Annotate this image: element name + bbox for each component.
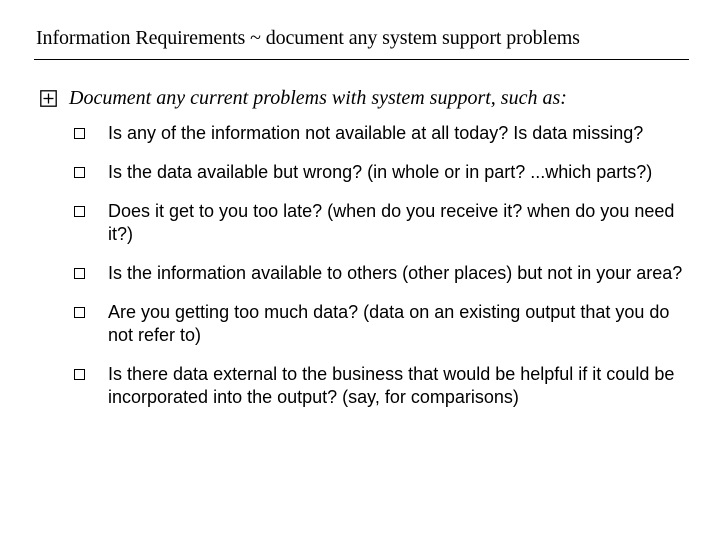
list-item-text: Is the information available to others (other places) but not in your area? [108, 263, 683, 283]
plus-square-icon [40, 90, 57, 107]
list-item [74, 301, 704, 347]
checkbox-square-icon [74, 167, 85, 178]
list-item [74, 262, 704, 285]
list-item-text: Is any of the information not available at all today? Is data missing? [108, 123, 644, 143]
title-divider [34, 59, 689, 60]
checkbox-square-icon [74, 128, 85, 139]
slide-title: Information Requirements ~ document any system support problems [36, 27, 580, 49]
list-item-text: Is the data available but wrong? (in whole or in part? ...which parts?) [108, 162, 653, 182]
bullet-list [74, 122, 704, 425]
lead-text: Document any current problems with system support, such as: [69, 87, 567, 109]
checkbox-square-icon [74, 307, 85, 318]
list-item [74, 200, 704, 246]
checkbox-square-icon [74, 268, 85, 279]
list-item-text: Are you getting too much data? (data on an existing output that you do not refer to) [108, 302, 670, 345]
lead-bullet [40, 87, 567, 110]
list-item-text: Does it get to you too late? (when do you receive it? when do you need it?) [108, 201, 675, 244]
list-item [74, 363, 704, 409]
list-item [74, 161, 704, 184]
checkbox-square-icon [74, 369, 85, 380]
list-item-text: Is there data external to the business that would be helpful if it could be incorporated into the output? (say, for comparisons) [108, 364, 675, 407]
checkbox-square-icon [74, 206, 85, 217]
list-item [74, 122, 704, 145]
